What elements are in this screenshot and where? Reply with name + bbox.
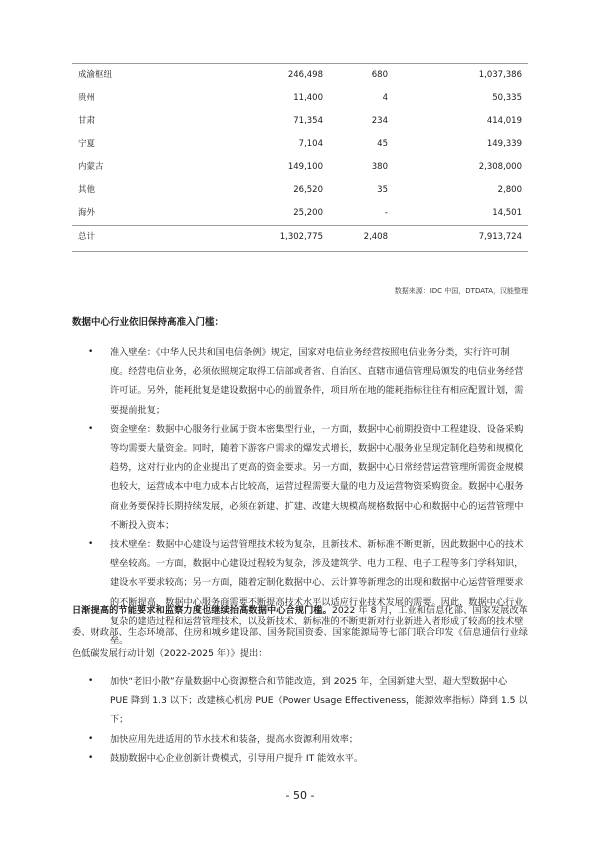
bullet-icon: •	[88, 733, 94, 744]
table-row	[72, 179, 528, 202]
table-row	[72, 87, 528, 110]
table-cell-c3: 2,308,000	[478, 162, 522, 172]
total-label: 总计	[78, 232, 96, 242]
table-cell-c3: 149,339	[486, 139, 522, 149]
table-cell-name: 其他	[78, 185, 96, 195]
data-center-table	[72, 63, 528, 252]
table-body	[72, 64, 528, 225]
table-cell-name: 宁夏	[78, 139, 96, 149]
policy-paragraph-rest: 2022 年 8 月，工业和信息化部、国家发展改革委、财政部、生态环境部、住房和城乡建设部、国务院国资委、国家能源局等七部门联合印发《信息通信行业绿色低碳发展行动计划（2022-2025 年）》提出：	[72, 605, 528, 659]
table-cell-name: 内蒙古	[78, 162, 104, 172]
page-number: - 50 -	[285, 789, 315, 802]
table-cell-c1: 246,498	[287, 70, 323, 80]
table-cell-c3: 1,037,386	[478, 70, 522, 80]
table-cell-c2: 380	[371, 162, 388, 172]
barrier-item	[72, 420, 528, 535]
table-cell-name: 成渝枢纽	[78, 70, 113, 80]
table-cell-c2: 35	[377, 185, 388, 195]
total-col3: 7,913,724	[478, 232, 522, 242]
bullet-icon: •	[88, 347, 94, 357]
table-cell-name: 甘肃	[78, 116, 96, 126]
table-source-note: 数据来源：IDC 中国，DTDATA，汉能整理	[394, 287, 528, 295]
table-row	[72, 110, 528, 133]
action-item-text: 加快“老旧小散”存量数据中心资源整合和节能改造，到 2025 年，全国新建大型、超大型数据中心 PUE 降到 1.3 以下；改建核心机房 PUE（Power Usage Effectiveness，能源效率指标）降到 1.5 以下；	[110, 676, 528, 726]
barrier-item	[72, 343, 528, 420]
table-row	[72, 133, 528, 156]
table-cell-name: 海外	[78, 208, 96, 218]
table-cell-c2: -	[384, 208, 388, 218]
bullet-icon: •	[88, 676, 94, 686]
barrier-item-text: 资金壁垒：数据中心服务行业属于资本密集型行业，一方面，数据中心前期投资中工程建设、设备采购等均需要大量资金。同时，随着下游客户需求的爆发式增长，数据中心服务业呈现定制化趋势和规模化趋势，这对行业内的企业提出了更高的资金要求。另一方面，数据中心日常经营运营管理所需资金规模也较大，运营成本中电力成本占比较高，运营过程需要大量的电力及运营物资采购资金。数据中心服务商业务要保持长期持续发展，必须在新建、扩建、改建大规模高规格数据中心和数据中心的运营管理中不断投入资本；	[110, 423, 524, 531]
table-cell-c3: 14,501	[492, 208, 522, 218]
table-cell-c2: 680	[371, 70, 388, 80]
bullet-icon: •	[88, 423, 94, 434]
table-row	[72, 156, 528, 179]
total-col2: 2,408	[363, 232, 388, 242]
total-col1: 1,302,775	[279, 232, 323, 242]
policy-paragraph-bold: 日渐提高的节能要求和监察力度也继续抬高数据中心合规门槛。	[72, 605, 332, 616]
table-cell-c3: 2,800	[497, 185, 522, 195]
table-row	[72, 202, 528, 225]
table-cell-c1: 149,100	[287, 162, 323, 172]
action-list	[72, 672, 528, 768]
table-cell-c2: 234	[371, 116, 388, 126]
policy-paragraph	[72, 600, 528, 665]
table-cell-name: 贵州	[78, 93, 96, 103]
table-bottom-rule	[72, 251, 528, 252]
barrier-item-text: 准入壁垒：《中华人民共和国电信条例》规定，国家对电信业务经营按照电信业务分类，实行许可制度。经营电信业务，必须依照规定取得工信部或者省、自治区、直辖市通信管理局颁发的电信业务经营许可证。另外，能耗批复是建设数据中心的前置条件，项目所在地的能耗指标往往有相应配置计划，需要提前批复；	[110, 347, 524, 416]
table-cell-c1: 26,520	[293, 185, 323, 195]
section-heading: 数据中心行业依旧保持高准入门槛：	[72, 317, 225, 328]
table-cell-c1: 71,354	[293, 116, 323, 126]
action-item-text: 加快应用先进适用的节水技术和装备，提高水资源利用效率；	[110, 733, 359, 745]
action-item-text: 鼓励数据中心企业创新计费模式，引导用户提升 IT 能效水平。	[110, 752, 364, 764]
table-total-row	[72, 225, 528, 249]
table-cell-c1: 7,104	[298, 139, 323, 149]
bullet-icon: •	[88, 539, 94, 550]
action-item	[72, 749, 528, 768]
table-cell-c2: 4	[382, 93, 388, 103]
bullet-icon: •	[88, 752, 94, 763]
table-cell-c1: 11,400	[293, 93, 323, 103]
action-item	[72, 672, 528, 730]
table-cell-c3: 50,335	[492, 93, 522, 103]
action-item	[72, 730, 528, 749]
table-row	[72, 64, 528, 87]
barrier-item-text: 技术壁垒：数据中心建设与运营管理技术较为复杂，且新技术、新标准不断更新，因此数据中心的技术壁垒较高。一方面，数据中心建设过程较为复杂，涉及建筑学、电力工程、电子工程等多门学科知识，建设水平要求较高；另一方面，随着定制化数据中心、云计算等新理念的出现和数据中心运营管理要求的不断提高，数据中心服务商需要不断提高技术水平以适应行业技术发展的需要。因此，数据中心行业复杂的建造过程和运营管理技术，以及新技术、新标准的不断更新对行业新进入者形成了较高的技术壁垒。	[110, 539, 524, 647]
table-cell-c2: 45	[377, 139, 388, 149]
table-cell-c1: 25,200	[293, 208, 323, 218]
table-cell-c3: 414,019	[486, 116, 522, 126]
